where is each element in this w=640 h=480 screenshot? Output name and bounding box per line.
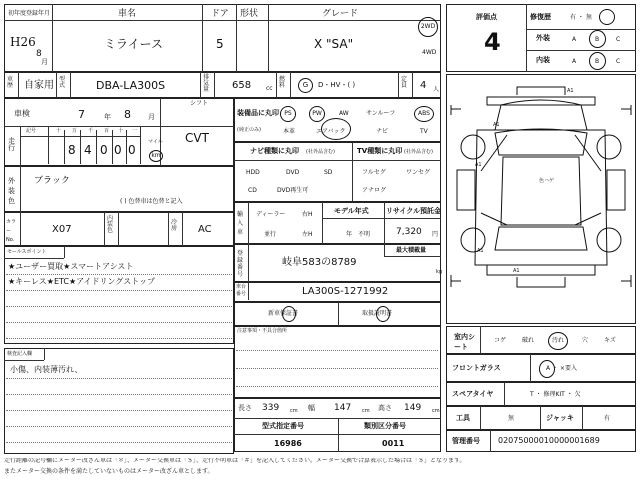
tv-title: TV種類に丸印 xyxy=(357,147,403,155)
shift-label: シフト xyxy=(190,100,209,107)
equip-pw-circled: PW xyxy=(309,106,325,122)
mileage-header-code: 記号 xyxy=(26,128,37,134)
plate-value: 岐阜583の8789 xyxy=(282,257,357,268)
mileage-digit-5: 0 xyxy=(128,143,136,157)
class-number-label: 類別区分番号 xyxy=(364,422,406,430)
type-number-label: 型式指定番号 xyxy=(262,422,304,430)
jack-label: ジャッキ xyxy=(546,414,574,422)
exterior-color-label: 外装色 xyxy=(8,177,15,205)
manual-label: 取扱説明書 xyxy=(362,310,393,317)
mileage-header-10man: 十 xyxy=(56,128,62,134)
color-no-label: カラーNo. xyxy=(6,219,17,243)
spare-label: スペアタイヤ xyxy=(452,390,494,398)
manual-circle xyxy=(376,306,390,322)
recycle-unit: 円 xyxy=(432,231,439,238)
model-label: 型式 xyxy=(59,76,66,89)
tv-analog: アナログ xyxy=(362,187,387,194)
exterior-opt-a: A xyxy=(572,36,577,43)
exterior-selected-circle xyxy=(589,30,606,48)
sales-point-line-1: ★ユーザー買取★スマートアシスト xyxy=(8,262,134,271)
seat-label: 室内シート xyxy=(454,333,475,351)
grade-value: X "SA" xyxy=(314,37,354,51)
interior-opt-c: C xyxy=(616,58,621,65)
model-year-value: 年 不明 xyxy=(346,231,371,238)
import-label: 輸入車 xyxy=(237,211,244,236)
diagram-label-6: A1 xyxy=(513,268,520,274)
mileage-digit-4: 0 xyxy=(114,143,122,157)
seat-opt-scratch: キズ xyxy=(604,337,616,344)
recycle-label: リサイクル預託金 xyxy=(386,207,442,215)
mileage-unit-km-circled: km xyxy=(149,150,163,162)
grade-label: グレード xyxy=(322,9,359,19)
mileage-header-man: 万 xyxy=(72,128,78,134)
mileage-unit-mile: マイル xyxy=(148,139,163,145)
color-block xyxy=(4,166,234,212)
diagram-label-4: 色ハゲ xyxy=(539,178,555,184)
seat-opt-hole: 穴 xyxy=(582,337,589,344)
mileage-label: 走行 xyxy=(8,137,15,152)
warranty-circle xyxy=(282,306,296,322)
drive-2wd-circled: 2WD xyxy=(418,17,438,37)
equip-airbag: エアバック xyxy=(316,128,346,135)
width-value: 147 xyxy=(334,403,352,413)
first-reg-year: H26 xyxy=(10,35,36,49)
exterior-label: 外装 xyxy=(536,34,550,42)
mileage-digit-1: 8 xyxy=(68,143,76,157)
color-no-value: X07 xyxy=(52,224,72,235)
navi-sd: SD xyxy=(324,169,333,176)
inspection-label: 車検 xyxy=(14,109,30,118)
mileage-header-ichi: 一 xyxy=(132,128,138,134)
width-unit: cm xyxy=(362,408,370,414)
width-label: 幅 xyxy=(308,404,315,412)
tv-oneseg: ワンセグ xyxy=(406,169,431,176)
seat-opt-tear: 破れ xyxy=(522,337,535,344)
equip-aw: AW xyxy=(339,110,349,117)
capacity-label: 定員 xyxy=(401,76,408,89)
shape-label: 形状 xyxy=(240,9,259,19)
equip-sunroof: サンルーフ xyxy=(366,110,396,117)
seat-opt-burn: コゲ xyxy=(494,337,507,344)
door-label: ドア xyxy=(211,9,229,19)
repair-history-label: 修復歴 xyxy=(530,13,551,21)
first-reg-month-unit: 月 xyxy=(41,58,48,66)
fuel-g-circled: G xyxy=(298,78,313,93)
mileage-header-sen: 千 xyxy=(88,128,94,134)
chassis-value: LA300S-1271992 xyxy=(302,286,389,297)
height-label: 高さ xyxy=(378,404,392,412)
import-dealer: ディーラー xyxy=(256,211,286,218)
tv-note: (社外品含む) xyxy=(404,149,433,155)
spare-options: T ・ 修理KIT ・ 欠 xyxy=(530,391,581,398)
navi-dvd: DVD xyxy=(286,169,300,176)
shift-value: CVT xyxy=(185,131,209,145)
inspector-label: 検査記入欄 xyxy=(7,351,33,357)
damage-diagram xyxy=(446,74,636,324)
footer-note-2: またメーター交換の条件を満たしていないものはメーター改ざん車とします。 xyxy=(4,468,214,475)
mileage-digit-3: 0 xyxy=(100,143,108,157)
chassis-label: 車台番号 xyxy=(236,284,247,297)
score-label: 評価点 xyxy=(476,13,497,21)
door-value: 5 xyxy=(216,37,224,51)
exterior-opt-c: C xyxy=(616,36,621,43)
equipment-subtitle: (純正のみ) xyxy=(237,127,261,133)
inspection-month-unit: 月 xyxy=(148,113,155,121)
fuel-label: 燃料 xyxy=(279,76,286,89)
drive-4wd: 4WD xyxy=(422,49,437,56)
navi-title: ナビ種類に丸印 xyxy=(250,147,299,155)
inspector-text: 小傷、内装薄汚れ、 xyxy=(10,365,83,374)
class-number-value: 0011 xyxy=(382,439,405,448)
max-load-unit: kg xyxy=(436,269,443,275)
ac-value: AC xyxy=(198,224,212,235)
notes-label: 注意事項・不具合箇所 xyxy=(237,328,288,334)
length-unit: cm xyxy=(290,408,298,414)
max-load-label: 最大積載量 xyxy=(396,247,427,254)
recycle-value: 7,320 xyxy=(396,227,422,237)
plate-label: 登録番号 xyxy=(237,250,244,278)
import-right-hand: 右H xyxy=(302,211,313,218)
height-value: 149 xyxy=(404,403,422,413)
tools-value: 無 xyxy=(508,415,515,422)
car-name-label: 車名 xyxy=(118,9,137,19)
glass-label: フロントガラス xyxy=(452,364,501,372)
diagram-label-3: A1 xyxy=(475,162,482,168)
mgmt-label: 管理番号 xyxy=(452,437,480,445)
inspector-block xyxy=(4,348,234,454)
sales-point-line-2: ★キーレス★ETC★アイドリングストップ xyxy=(8,277,155,286)
capacity-unit: 人 xyxy=(433,86,440,93)
inspection-year-unit: 年 xyxy=(104,113,111,121)
interior-opt-b: B xyxy=(595,58,600,65)
import-parallel: 並行 xyxy=(264,231,277,238)
interior-label: 内装 xyxy=(536,56,550,64)
jack-value: 有 xyxy=(604,415,611,422)
exterior-color-value: ブラック xyxy=(34,176,70,186)
warranty-label: 新車保証書 xyxy=(268,310,299,317)
equipment-title: 装備品に丸印 xyxy=(237,109,279,117)
navi-dvd-playback: DVD再生可 xyxy=(277,187,309,194)
fuel-options: D・HV・( ) xyxy=(318,81,356,89)
equip-navi: ナビ xyxy=(376,128,389,135)
model-value: DBA-LA300S xyxy=(96,79,166,92)
interior-opt-a: A xyxy=(572,58,577,65)
ac-label: 冷房 xyxy=(171,219,178,232)
tools-label: 工具 xyxy=(456,414,470,422)
diagram-label-1: A1 xyxy=(567,88,574,94)
equip-abs-circled: ABS xyxy=(414,106,434,122)
length-label: 長さ xyxy=(238,404,252,412)
sales-point-label: セールスポイント xyxy=(7,249,47,255)
displacement-label: 排気量 xyxy=(203,74,210,93)
navi-note: (社外品含む) xyxy=(306,149,335,155)
repair-history-options: 有 ・ 無 xyxy=(570,14,592,21)
mileage-header-hyaku: 百 xyxy=(104,128,110,134)
mileage-header-juu: 十 xyxy=(118,128,124,134)
glass-options: A ・ ×要入 xyxy=(546,365,577,372)
seat-opt-dirt-circled: 汚れ xyxy=(548,332,568,350)
use-value: 自家用 xyxy=(24,80,54,91)
type-number-value: 16986 xyxy=(274,439,302,448)
equip-airbag-circle xyxy=(321,118,351,140)
displacement-unit: cc xyxy=(266,85,273,92)
capacity-value: 4 xyxy=(420,80,427,91)
repair-history-selected-circle xyxy=(599,9,615,25)
inspection-month: 8 xyxy=(124,108,131,121)
interior-selected-circle xyxy=(589,52,606,70)
length-value: 339 xyxy=(262,403,280,413)
first-reg-month: 8 xyxy=(36,49,42,59)
interior-color-label: 内装色 xyxy=(107,215,114,234)
notes-block xyxy=(234,326,441,398)
mileage-digit-2: 4 xyxy=(84,143,92,157)
import-left-hand: 左H xyxy=(302,231,313,238)
navi-hdd: HDD xyxy=(246,169,260,176)
footer-note-1: 走行距離の記号欄にメーター改ざん車は「＊」、メーター交換車は「＄」、走行不明車は「＃」を記入してください。メーター交換で合算表示した場合は「＄」となります。 xyxy=(4,458,466,464)
diagram-label-5: A1 xyxy=(477,248,484,254)
displacement-value: 658 xyxy=(232,80,252,91)
score-value: 4 xyxy=(484,28,501,56)
mgmt-value: 02075000010000001689 xyxy=(498,436,600,445)
car-name-value: ミライース xyxy=(104,37,164,51)
glass-selected-circle xyxy=(539,360,555,378)
height-unit: cm xyxy=(432,408,440,414)
color-note: ( ) 色替車は色替と記入 xyxy=(120,198,183,205)
equip-leather: 本革 xyxy=(283,128,296,135)
vehicle-history-label: 車歴 xyxy=(7,76,14,89)
first-reg-label: 初年度登録年月 xyxy=(8,10,51,17)
equip-tv: TV xyxy=(420,128,428,135)
model-year-label: モデル年式 xyxy=(334,207,369,215)
navi-cd: CD xyxy=(248,187,257,194)
tv-fullseg: フルセグ xyxy=(362,169,386,176)
car-outline-diagram xyxy=(447,75,635,323)
exterior-opt-b: B xyxy=(595,36,600,43)
equip-ps-circled: PS xyxy=(280,106,296,122)
sales-point-block xyxy=(4,246,234,344)
inspection-year: 7 xyxy=(78,108,85,121)
diagram-label-2: A1 xyxy=(493,122,500,128)
